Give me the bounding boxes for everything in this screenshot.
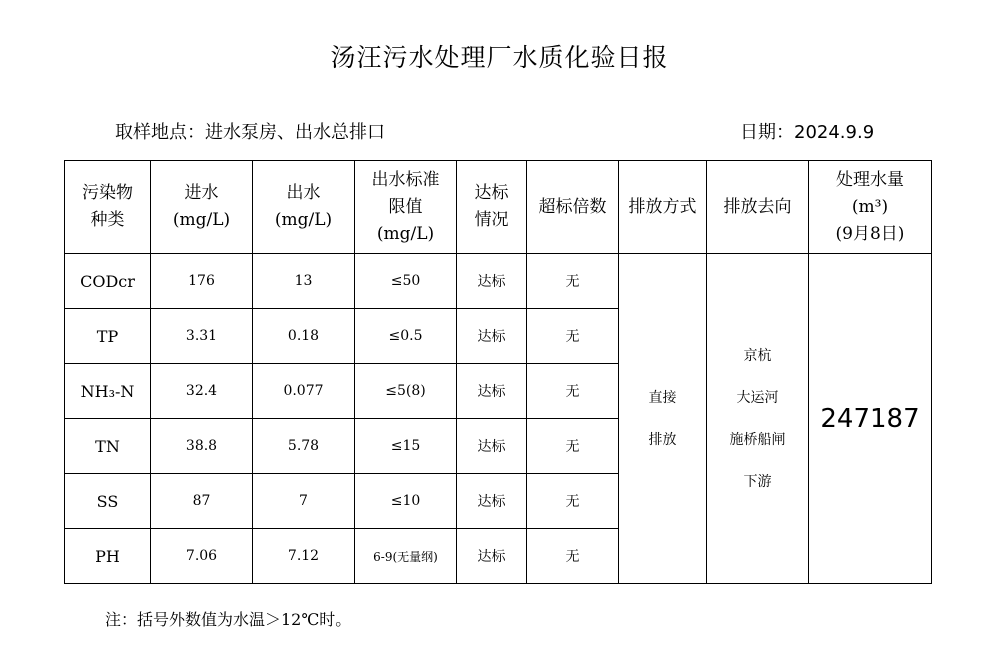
report-date: 日期：2024.9.9: [740, 122, 875, 143]
effluent-cell: 7: [253, 474, 355, 529]
compliance-cell: 达标: [457, 419, 527, 474]
standard-cell: 6-9(无量纲): [355, 529, 457, 584]
compliance-cell: 达标: [457, 474, 527, 529]
pollutant-cell: SS: [65, 474, 151, 529]
pollutant-cell: PH: [65, 529, 151, 584]
exceed-cell: 无: [527, 254, 619, 309]
influent-cell: 32.4: [151, 364, 253, 419]
header-discharge-method: 排放方式: [619, 161, 707, 254]
discharge-method-cell: 直接 排放: [619, 254, 707, 584]
header-volume: 处理水量 (m³) (9月8日): [809, 161, 932, 254]
effluent-cell: 13: [253, 254, 355, 309]
header-discharge-destination: 排放去向: [707, 161, 809, 254]
effluent-cell: 5.78: [253, 419, 355, 474]
standard-cell: ≤0.5: [355, 309, 457, 364]
sampling-location: 取样地点：进水泵房、出水总排口: [115, 122, 385, 143]
standard-cell: ≤15: [355, 419, 457, 474]
compliance-cell: 达标: [457, 529, 527, 584]
header-influent: 进水 (mg/L): [151, 161, 253, 254]
exceed-cell: 无: [527, 529, 619, 584]
exceed-cell: 无: [527, 474, 619, 529]
pollutant-cell: TN: [65, 419, 151, 474]
header-row: [65, 161, 932, 254]
standard-cell: ≤5(8): [355, 364, 457, 419]
compliance-cell: 达标: [457, 364, 527, 419]
influent-cell: 3.31: [151, 309, 253, 364]
pollutant-cell: CODcr: [65, 254, 151, 309]
treated-volume-cell: 247187: [809, 254, 932, 584]
standard-cell: ≤50: [355, 254, 457, 309]
pollutant-cell: NH₃-N: [65, 364, 151, 419]
pollutant-cell: TP: [65, 309, 151, 364]
water-quality-table: [64, 160, 932, 584]
influent-cell: 87: [151, 474, 253, 529]
report-title: 汤汪污水处理厂水质化验日报: [330, 43, 669, 72]
effluent-cell: 0.18: [253, 309, 355, 364]
compliance-cell: 达标: [457, 309, 527, 364]
footnote: 注：括号外数值为水温＞12℃时。: [105, 610, 352, 629]
exceed-cell: 无: [527, 419, 619, 474]
header-exceed-times: 超标倍数: [527, 161, 619, 254]
header-pollutant: 污染物 种类: [65, 161, 151, 254]
exceed-cell: 无: [527, 309, 619, 364]
effluent-cell: 0.077: [253, 364, 355, 419]
header-compliance: 达标 情况: [457, 161, 527, 254]
exceed-cell: 无: [527, 364, 619, 419]
effluent-cell: 7.12: [253, 529, 355, 584]
influent-cell: 38.8: [151, 419, 253, 474]
influent-cell: 176: [151, 254, 253, 309]
table-row: [65, 254, 932, 309]
discharge-destination-cell: 京杭 大运河 施桥船闸 下游: [707, 254, 809, 584]
header-effluent: 出水 (mg/L): [253, 161, 355, 254]
compliance-cell: 达标: [457, 254, 527, 309]
header-standard: 出水标准 限值 (mg/L): [355, 161, 457, 254]
standard-cell: ≤10: [355, 474, 457, 529]
influent-cell: 7.06: [151, 529, 253, 584]
